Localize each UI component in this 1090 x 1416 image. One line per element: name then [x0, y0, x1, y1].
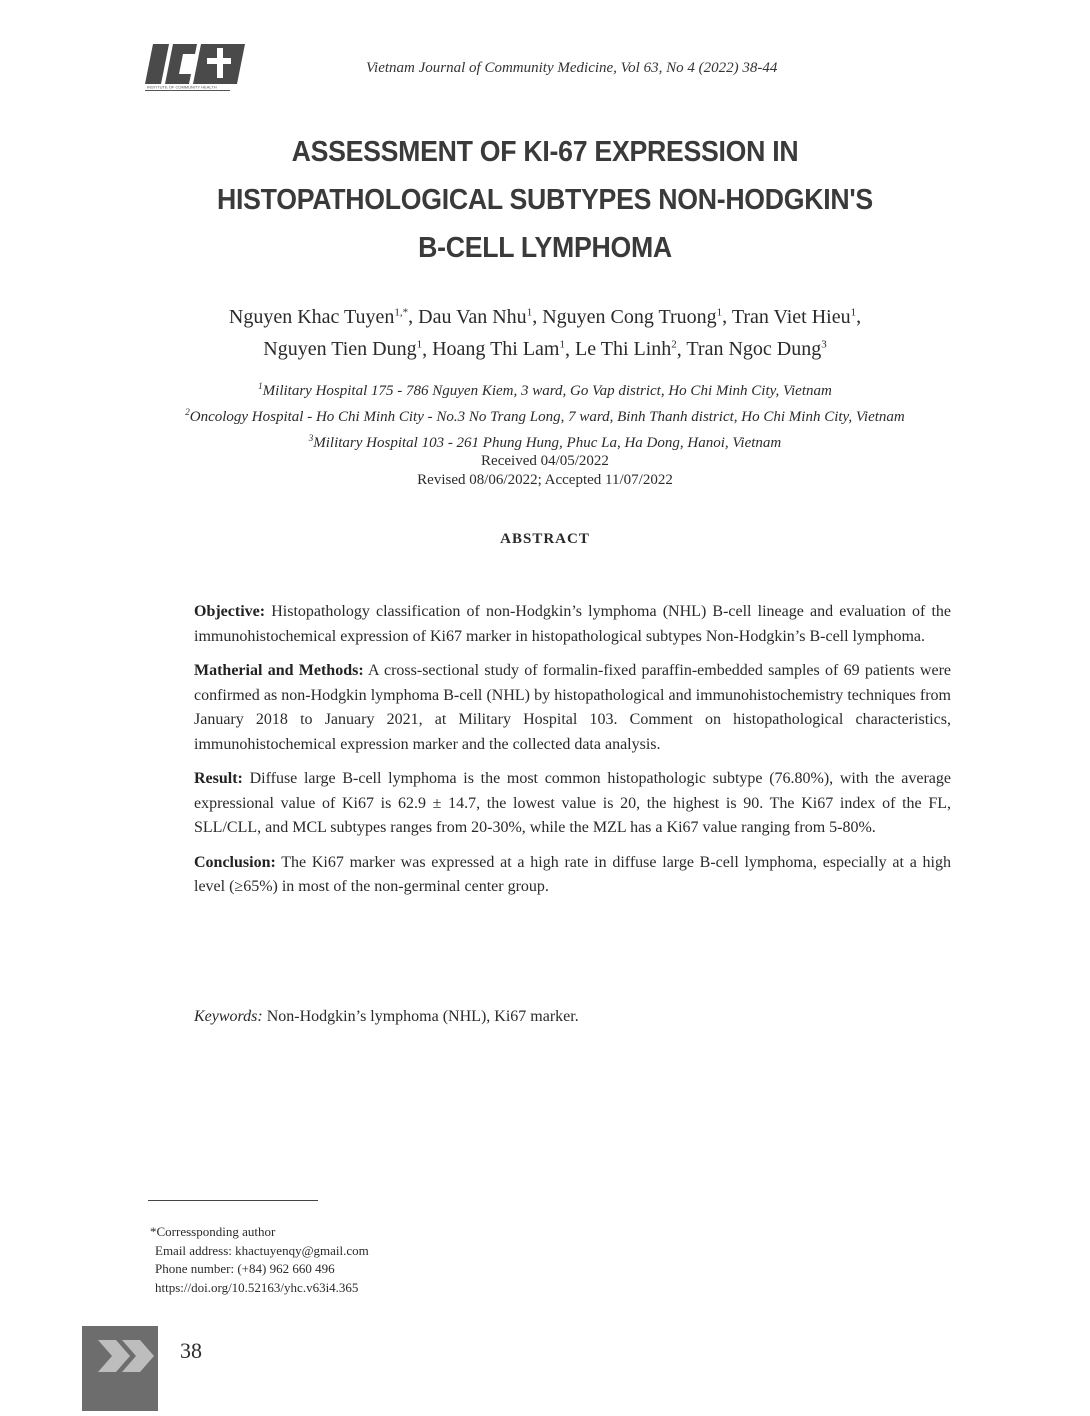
- affiliations: [0, 376, 1090, 454]
- footnote: [150, 1223, 369, 1297]
- dates: [0, 452, 1090, 490]
- double-chevron-icon: [82, 1326, 158, 1411]
- email: Email address: khactuyenqy@gmail.com: [155, 1242, 369, 1258]
- affiliation: $^3$Military Hospital 103 - 261 Phung Hung, Phuc La, Ha Dong, Hanoi, Vietnam: [308, 433, 782, 451]
- received-date: Received 04/05/2022: [481, 453, 609, 469]
- abstract-methods: Matherial and Methods: A cross-sectional study of formalin-fixed paraffin-embedded samples of 69 patients were confirmed as non-Hodgkin lymphoma B-cell (NHL) by histopathological and immunohistochemistry techniques from January 2018 to January 2021, at Military Hospital 103. Comment on histopathological characteristics, immunohistochemical expression marker and the collected data analysis.: [194, 662, 951, 753]
- journal-citation: Vietnam Journal of Community Medicine, Vol 63, No 4 (2022) 38-44: [366, 60, 778, 76]
- doi-link[interactable]: https://doi.org/10.52163/yhc.v63i4.365: [155, 1279, 359, 1295]
- footnote-divider: [148, 1200, 318, 1201]
- author: Nguyen Khac Tuyen$^{1,*}$: [228, 305, 409, 328]
- abstract-heading: ABSTRACT: [500, 531, 590, 547]
- revised-accepted-date: Revised 08/06/2022; Accepted 11/07/2022: [417, 472, 673, 488]
- title-line: HISTOPATHOLOGICAL SUBTYPES NON-HODGKIN'S: [217, 184, 873, 216]
- affiliation: $^2$Oncology Hospital - Ho Chi Minh City - No.3 No Trang Long, 7 ward, Binh Thanh district, Ho Chi Minh City, Vietnam: [185, 407, 905, 425]
- author: Tran Ngoc Dung$^3$: [686, 338, 827, 361]
- author: Hoang Thi Lam$^1$: [432, 338, 565, 361]
- author: Nguyen Tien Dung$^1$: [263, 338, 423, 361]
- author-list: Nguyen Khac Tuyen$^{1,*}$, Dau Van Nhu$^1$, Nguyen Cong Truong$^1$, Tran Viet Hieu$^1$, Nguyen Tien Dung$^1$, Hoang Thi Lam$^1$, Le Thi Linh$^2$, Tran Ngoc Dung$^3$: [228, 305, 862, 361]
- page-marker: [82, 1326, 158, 1411]
- author: Tran Viet Hieu$^1$: [731, 305, 857, 328]
- abstract-body: [194, 600, 951, 910]
- author: Dau Van Nhu$^1$: [418, 305, 533, 328]
- author: Nguyen Cong Truong$^1$: [542, 305, 723, 328]
- page-number: 38: [180, 1338, 202, 1363]
- title-line: B-CELL LYMPHOMA: [418, 232, 672, 264]
- corresponding-author: *Corressponding author: [150, 1224, 276, 1239]
- affiliation: $^1$Military Hospital 175 - 786 Nguyen Kiem, 3 ward, Go Vap district, Ho Chi Minh City, Vietnam: [258, 381, 832, 399]
- svg-text:INSTITUTE OF COMMUNITY HEALTH: INSTITUTE OF COMMUNITY HEALTH: [147, 84, 217, 90]
- abstract-result: Result: Diffuse large B-cell lymphoma is the most common histopathologic subtype (76.80%), with the average expressional value of Ki67 is 62.9 ± 14.7, the lowest value is 20, the highest is 90. The Ki67 index of the FL, SLL/CLL, and MCL subtypes ranges from 20-30%, while the MZL has a Ki67 value ranging from 5-80%.: [194, 770, 951, 836]
- abstract-objective: Objective: Histopathology classification of non-Hodgkin’s lymphoma (NHL) B-cell lineage and evaluation of the immunohistochemical expression of Ki67 marker in histopathological subtypes Non-Hodgkin’s B-cell lymphoma.: [194, 603, 951, 645]
- title-line: ASSESSMENT OF KI-67 EXPRESSION IN: [291, 136, 799, 168]
- paper-title: [0, 128, 1090, 272]
- abstract-conclusion: Conclusion: The Ki67 marker was expressed at a high rate in diffuse large B-cell lymphoma, especially at a high level (≥65%) in most of the non-germinal center group.: [194, 853, 951, 895]
- keywords: Keywords: Non-Hodgkin’s lymphoma (NHL), Ki67 marker.: [194, 1008, 579, 1025]
- author: Le Thi Linh$^2$: [575, 338, 677, 361]
- phone: Phone number: (+84) 962 660 496: [155, 1261, 335, 1276]
- journal-logo: [145, 40, 245, 100]
